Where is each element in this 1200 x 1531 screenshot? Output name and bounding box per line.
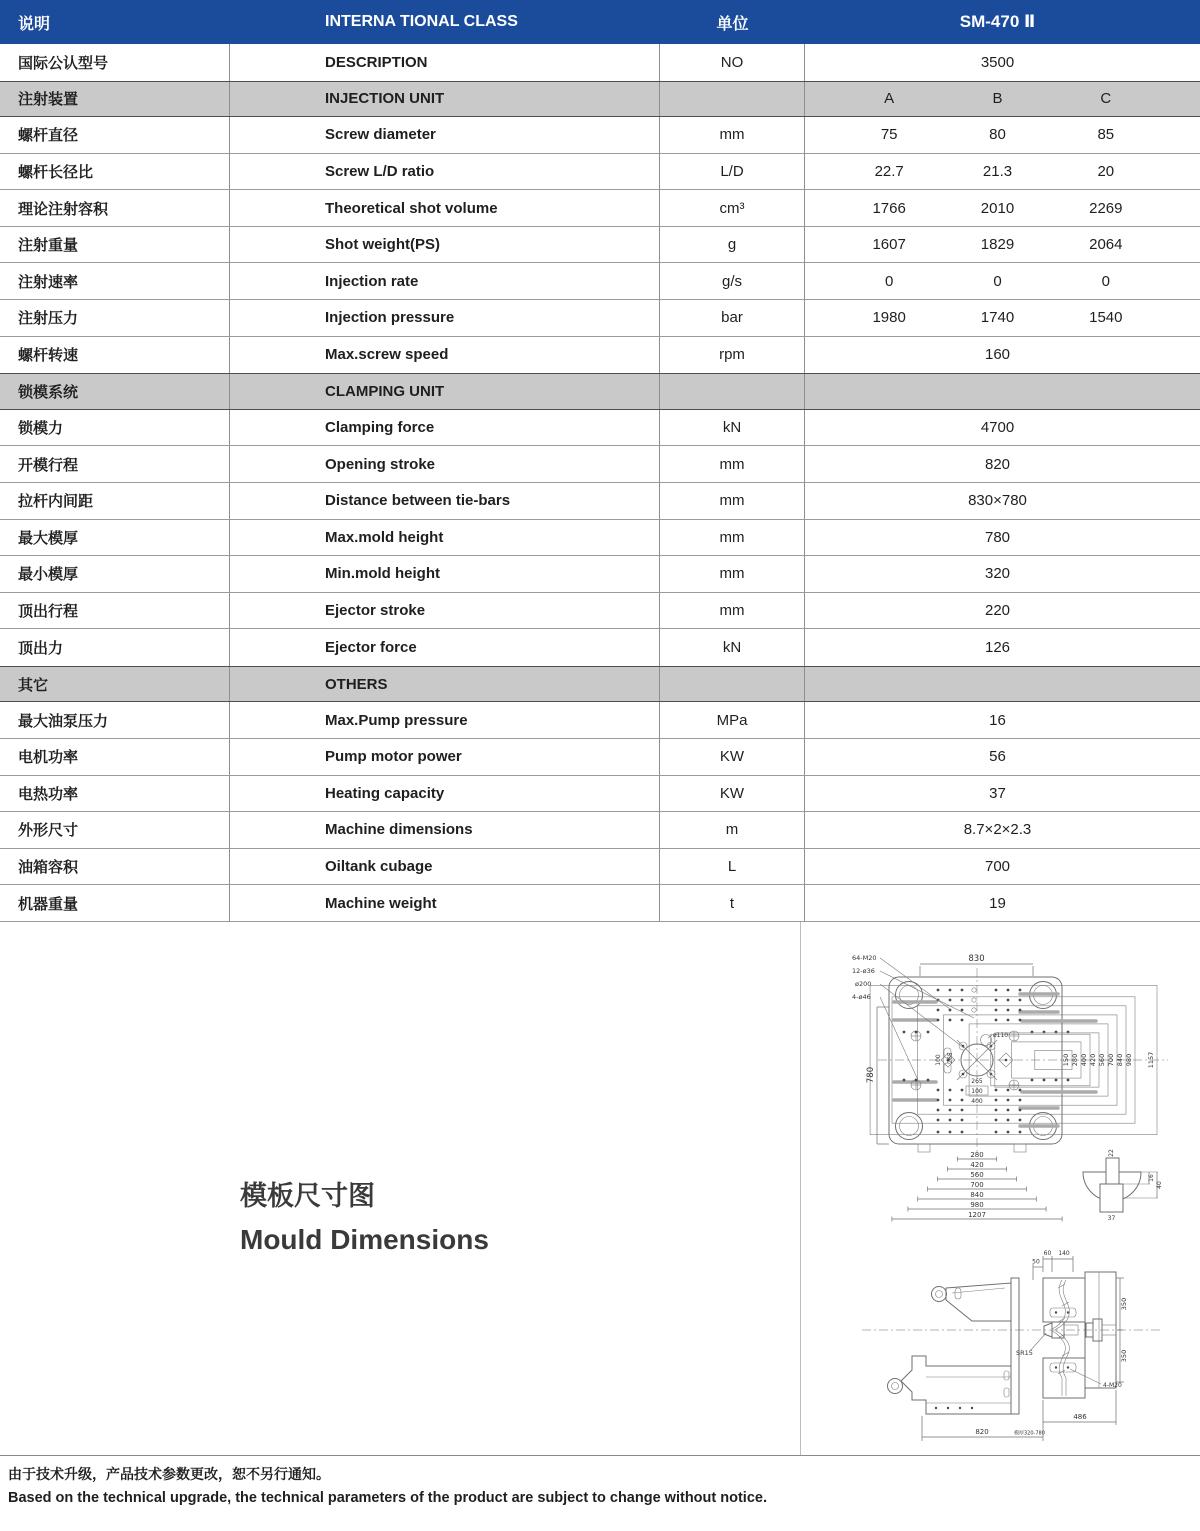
- row-unit: kN: [660, 629, 805, 666]
- spec-row: [0, 885, 1200, 922]
- row-unit: m: [660, 812, 805, 848]
- header-label-cn: 说明: [18, 15, 51, 33]
- spec-rows: [0, 44, 1200, 922]
- cell-value: 80: [989, 126, 1006, 144]
- spec-row: [0, 117, 1200, 154]
- row-unit: g: [660, 227, 805, 263]
- dim-right-560: 560: [1098, 1053, 1106, 1067]
- row-label-cn: 螺杆长径比: [0, 154, 230, 190]
- spec-row: [0, 337, 1200, 374]
- header-unit-label: 单位: [716, 15, 749, 33]
- row-values: [805, 776, 1200, 812]
- spec-row: [0, 446, 1200, 483]
- row-unit: NO: [660, 44, 805, 81]
- model-name: SM-470 Ⅱ: [959, 12, 1036, 31]
- row-label-en: Machine weight: [230, 885, 660, 921]
- row-values: [805, 593, 1200, 629]
- cell-value: 1980: [872, 309, 906, 327]
- dim-left-780: 780: [866, 1066, 876, 1084]
- row-label-en: Ejector force: [230, 629, 660, 666]
- callout-d200: ø200: [855, 980, 872, 988]
- row-values: [805, 520, 1200, 556]
- row-values: [805, 812, 1200, 848]
- cell-value: 1540: [1089, 309, 1123, 327]
- dim-bottom-840: 840: [970, 1191, 984, 1199]
- row-values: [805, 556, 1200, 592]
- row-label-en: Opening stroke: [230, 446, 660, 482]
- header-model-cell: [805, 0, 1200, 44]
- row-label-cn: 最大模厚: [0, 520, 230, 556]
- cell-value: 20: [1097, 163, 1115, 181]
- footer-note-cn: 由于技术升级，产品技术参数更改，恕不另行通知。: [8, 1466, 330, 1482]
- row-label-cn: 注射装置: [0, 82, 230, 117]
- row-label-cn: 电热功率: [0, 776, 230, 812]
- cell-value: 160: [984, 346, 1011, 364]
- spec-row: [0, 520, 1200, 557]
- side-dim-820: 820: [975, 1428, 989, 1436]
- row-label-en: CLAMPING UNIT: [230, 374, 660, 409]
- row-label-cn: 国际公认型号: [0, 44, 230, 81]
- row-unit: [660, 374, 805, 409]
- tslot-detail: [1083, 1149, 1163, 1222]
- row-unit: L: [660, 849, 805, 885]
- side-dim-50: 50: [1032, 1258, 1040, 1266]
- dim-center-100v: 100: [935, 1054, 942, 1066]
- row-label-en: Pump motor power: [230, 739, 660, 775]
- dim-bottom-1207: 1207: [968, 1211, 986, 1219]
- section-header-row: [0, 373, 1200, 410]
- row-label-cn: 最大油泵压力: [0, 702, 230, 738]
- mould-title-cn: 模板尺寸图: [240, 1181, 375, 1211]
- spec-row: [0, 812, 1200, 849]
- dim-right-280: 280: [1071, 1053, 1079, 1067]
- side-dim-140: 140: [1058, 1250, 1070, 1257]
- spec-row: [0, 483, 1200, 520]
- column-letter: B: [992, 90, 1003, 108]
- row-label-en: Theoretical shot volume: [230, 190, 660, 226]
- dim-right-420: 420: [1089, 1053, 1097, 1067]
- cell-value: 19: [989, 894, 1006, 912]
- cell-value: 8.7×2×2.3: [963, 821, 1032, 839]
- dim-right-700: 700: [1107, 1053, 1115, 1067]
- row-label-en: Max.mold height: [230, 520, 660, 556]
- cell-value: 0: [884, 272, 894, 290]
- row-label-en: Injection rate: [230, 263, 660, 299]
- row-label-en: DESCRIPTION: [230, 44, 660, 81]
- spec-row: [0, 263, 1200, 300]
- row-label-cn: 螺杆转速: [0, 337, 230, 374]
- clamping-side-view: [862, 1250, 1162, 1441]
- row-label-cn: 外形尺寸: [0, 812, 230, 848]
- cell-value: 220: [984, 601, 1011, 619]
- row-label-cn: 顶出行程: [0, 593, 230, 629]
- row-label-en: Ejector stroke: [230, 593, 660, 629]
- cell-value: 2064: [1089, 236, 1123, 254]
- row-values: [805, 117, 1200, 153]
- row-unit: mm: [660, 117, 805, 153]
- spec-row: [0, 410, 1200, 447]
- row-label-cn: 锁模力: [0, 410, 230, 446]
- row-label-cn: 开模行程: [0, 446, 230, 482]
- cell-value: 1740: [980, 309, 1015, 327]
- cell-value: 85: [1097, 126, 1115, 144]
- row-values: [805, 154, 1200, 190]
- dim-right-400: 400: [1080, 1053, 1088, 1067]
- row-values: [805, 702, 1200, 738]
- side-dim-486: 486: [1073, 1413, 1087, 1421]
- row-unit: mm: [660, 483, 805, 519]
- callout-12-d36: 12-ø36: [852, 967, 875, 975]
- dim-right-840: 840: [1116, 1053, 1124, 1067]
- row-unit: rpm: [660, 337, 805, 374]
- row-label-en: Max.Pump pressure: [230, 702, 660, 738]
- row-unit: mm: [660, 556, 805, 592]
- dim-bottom-980: 980: [970, 1201, 984, 1209]
- dim-center-400h: 400: [971, 1098, 983, 1105]
- cell-value: 700: [984, 858, 1011, 875]
- row-values: [805, 82, 1200, 117]
- row-values: [805, 263, 1200, 299]
- row-label-cn: 锁模系统: [0, 374, 230, 409]
- row-label-en: Injection pressure: [230, 300, 660, 336]
- spec-row: [0, 227, 1200, 264]
- row-label-cn: 注射重量: [0, 227, 230, 263]
- dim-bottom-280: 280: [970, 1151, 984, 1159]
- cell-value: 56: [989, 748, 1006, 766]
- header-class-label: INTERNA TIONAL CLASS: [325, 13, 518, 30]
- row-label-en: Screw diameter: [230, 117, 660, 153]
- row-values: [805, 885, 1200, 921]
- tslot-dim-22: 22: [1108, 1149, 1115, 1157]
- row-label-cn: 最小模厚: [0, 556, 230, 592]
- cell-value: 16: [989, 711, 1006, 729]
- row-unit: mm: [660, 593, 805, 629]
- row-values: [805, 337, 1200, 374]
- dim-center-265v: 265: [947, 1052, 954, 1064]
- label-mould-thickness: 模厚320-780: [1014, 1430, 1045, 1437]
- row-unit: KW: [660, 739, 805, 775]
- spec-row: [0, 776, 1200, 813]
- mould-title-en: Mould Dimensions: [240, 1224, 489, 1255]
- cell-value: 4700: [980, 419, 1015, 437]
- row-unit: [660, 667, 805, 702]
- cell-value: 830×780: [968, 492, 1027, 510]
- spec-row: [0, 593, 1200, 630]
- cell-value: 75: [880, 126, 898, 144]
- row-label-cn: 电机功率: [0, 739, 230, 775]
- dim-hole-d110: ø110: [993, 1032, 1009, 1039]
- callout-64-M20: 64-M20: [852, 954, 877, 962]
- row-values: [805, 739, 1200, 775]
- cell-value: 126: [984, 639, 1011, 657]
- row-label-cn: 顶出力: [0, 629, 230, 666]
- spec-row: [0, 44, 1200, 81]
- row-unit: [660, 82, 805, 117]
- row-label-cn: 理论注射容积: [0, 190, 230, 226]
- spec-row: [0, 154, 1200, 191]
- cell-value: 820: [984, 455, 1011, 473]
- tslot-dim-40: 40: [1156, 1181, 1163, 1189]
- footer-note-en: Based on the technical upgrade, the technical parameters of the product are subject to change without notice.: [8, 1490, 767, 1506]
- dim-center-265h: 265: [971, 1078, 983, 1085]
- spec-row: [0, 849, 1200, 886]
- row-label-en: OTHERS: [230, 667, 660, 702]
- row-unit: g/s: [660, 263, 805, 299]
- row-label-en: INJECTION UNIT: [230, 82, 660, 117]
- platen-front-view: [852, 954, 1168, 1222]
- row-label-cn: 注射速率: [0, 263, 230, 299]
- row-label-en: Screw L/D ratio: [230, 154, 660, 190]
- dim-top-830: 830: [968, 954, 985, 964]
- cell-value: 37: [989, 784, 1006, 802]
- tslot-dim-37: 37: [1107, 1215, 1116, 1222]
- row-label-cn: 拉杆内间距: [0, 483, 230, 519]
- spec-row: [0, 300, 1200, 337]
- column-letter: C: [1100, 90, 1112, 108]
- footer-note: [0, 1455, 1200, 1506]
- label-4-M20: 4-M20: [1103, 1382, 1122, 1389]
- cell-value: 3500: [980, 53, 1015, 71]
- row-values: [805, 227, 1200, 263]
- row-label-en: Max.screw speed: [230, 337, 660, 374]
- column-letter: A: [884, 90, 895, 108]
- cell-value: 1607: [872, 236, 906, 254]
- row-unit: bar: [660, 300, 805, 336]
- table-header-row: [0, 0, 1200, 44]
- dim-right-980: 980: [1125, 1053, 1133, 1067]
- row-unit: L/D: [660, 154, 805, 190]
- mould-dimensions-drawing: [800, 922, 1200, 1455]
- row-label-en: Shot weight(PS): [230, 227, 660, 263]
- side-dim-60: 60: [1043, 1250, 1052, 1257]
- side-dim-350-upper: 350: [1120, 1297, 1128, 1311]
- row-values: [805, 667, 1200, 702]
- row-values: [805, 446, 1200, 482]
- cell-value: 1829: [980, 236, 1015, 254]
- dim-bottom-420: 420: [970, 1161, 984, 1169]
- row-label-en: Oiltank cubage: [230, 849, 660, 885]
- row-values: [805, 483, 1200, 519]
- section-header-row: [0, 81, 1200, 118]
- tslot-dim-16: 16: [1148, 1174, 1155, 1182]
- row-values: [805, 629, 1200, 666]
- row-label-cn: 机器重量: [0, 885, 230, 921]
- row-label-cn: 其它: [0, 667, 230, 702]
- cell-value: 0: [1101, 272, 1110, 290]
- row-values: [805, 849, 1200, 885]
- row-unit: mm: [660, 446, 805, 482]
- dim-bottom-560: 560: [970, 1171, 984, 1179]
- callout-4-d46: 4-ø46: [852, 993, 871, 1001]
- row-unit: mm: [660, 520, 805, 556]
- dim-right-150: 150: [1062, 1053, 1070, 1067]
- row-values: [805, 44, 1200, 81]
- dim-right-1157: 1157: [1147, 1051, 1155, 1069]
- row-unit: KW: [660, 776, 805, 812]
- cell-value: 780: [984, 528, 1011, 546]
- spec-row: [0, 556, 1200, 593]
- section-header-row: [0, 666, 1200, 703]
- row-values: [805, 374, 1200, 409]
- row-label-cn: 螺杆直径: [0, 117, 230, 153]
- cell-value: 2010: [980, 199, 1015, 217]
- row-values: [805, 300, 1200, 336]
- cell-value: 0: [993, 272, 1002, 290]
- side-dim-350-lower: 350: [1120, 1349, 1128, 1363]
- row-unit: t: [660, 885, 805, 921]
- row-label-cn: 注射压力: [0, 300, 230, 336]
- row-unit: cm³: [660, 190, 805, 226]
- row-unit: kN: [660, 410, 805, 446]
- row-unit: MPa: [660, 702, 805, 738]
- mould-dimensions-section: [0, 922, 1200, 1455]
- row-label-en: Min.mold height: [230, 556, 660, 592]
- row-values: [805, 410, 1200, 446]
- row-label-cn: 油箱容积: [0, 849, 230, 885]
- row-label-en: Distance between tie-bars: [230, 483, 660, 519]
- cell-value: 21.3: [982, 163, 1013, 181]
- cell-value: 22.7: [874, 163, 904, 181]
- spec-row: [0, 629, 1200, 666]
- label-sr15: SR15: [1016, 1349, 1033, 1357]
- dim-bottom-700: 700: [970, 1181, 984, 1189]
- row-label-en: Clamping force: [230, 410, 660, 446]
- spec-row: [0, 702, 1200, 739]
- cell-value: 1766: [872, 199, 906, 217]
- row-values: [805, 190, 1200, 226]
- cell-value: 2269: [1089, 199, 1123, 217]
- spec-row: [0, 190, 1200, 227]
- row-label-en: Heating capacity: [230, 776, 660, 812]
- row-label-en: Machine dimensions: [230, 812, 660, 848]
- spec-row: [0, 739, 1200, 776]
- dim-center-100h: 100: [971, 1088, 983, 1095]
- cell-value: 320: [984, 565, 1011, 583]
